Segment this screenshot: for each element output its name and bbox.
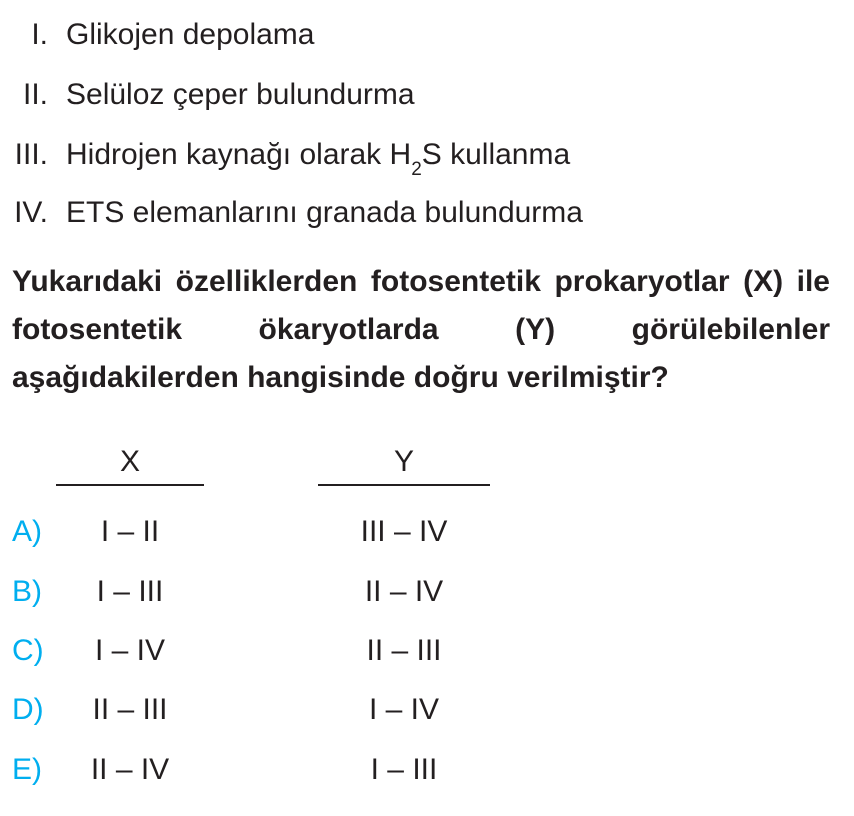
option-y-value: I – IV — [368, 693, 440, 726]
option-letter: A) — [12, 515, 42, 548]
column-header-x: X — [119, 445, 140, 478]
option-y-value: II – IV — [364, 575, 444, 608]
column-underline-x — [56, 484, 204, 486]
statement-text-part: Hidrojen kaynağı olarak H — [66, 138, 412, 171]
option-x-value: I – III — [96, 575, 164, 608]
option-letter: C) — [12, 634, 44, 667]
option-x-value: II – IV — [90, 753, 170, 786]
statement-number: III. — [14, 138, 48, 171]
statement-4 — [0, 188, 854, 238]
statement-number: IV. — [14, 196, 48, 229]
option-y-value: III – IV — [360, 515, 448, 548]
column-header-y: Y — [393, 445, 414, 478]
option-x-value: I – II — [100, 515, 160, 548]
column-underline-y — [318, 484, 490, 486]
statement-3 — [0, 130, 854, 180]
statement-2 — [0, 70, 854, 120]
statement-text — [66, 130, 570, 180]
subscript: 2 — [411, 159, 422, 180]
option-letter: E) — [12, 753, 42, 786]
statement-text: Glikojen depolama — [66, 18, 315, 51]
statement-text: Selüloz çeper bulundurma — [66, 78, 415, 111]
option-y-value: II – III — [366, 634, 442, 667]
option-x-value: II – III — [92, 693, 168, 726]
statement-number: I. — [31, 18, 48, 51]
option-y-value: I – III — [370, 753, 438, 786]
statement-text-part: S kullanma — [421, 138, 571, 171]
option-x-value: I – IV — [94, 634, 166, 667]
option-letter: D) — [12, 693, 44, 726]
statement-1 — [0, 10, 854, 60]
option-letter: B) — [12, 575, 42, 608]
statement-number: II. — [22, 78, 48, 111]
question-text: Yukarıdaki özelliklerden fotosentetik prokaryotlar (X) ile fotosentetik ökaryotlarda (Y) görülebilenler aşağıdakilerden hangisinde doğru verilmiştir? — [12, 265, 830, 394]
statement-text: ETS elemanlarını granada bulundurma — [66, 196, 583, 229]
